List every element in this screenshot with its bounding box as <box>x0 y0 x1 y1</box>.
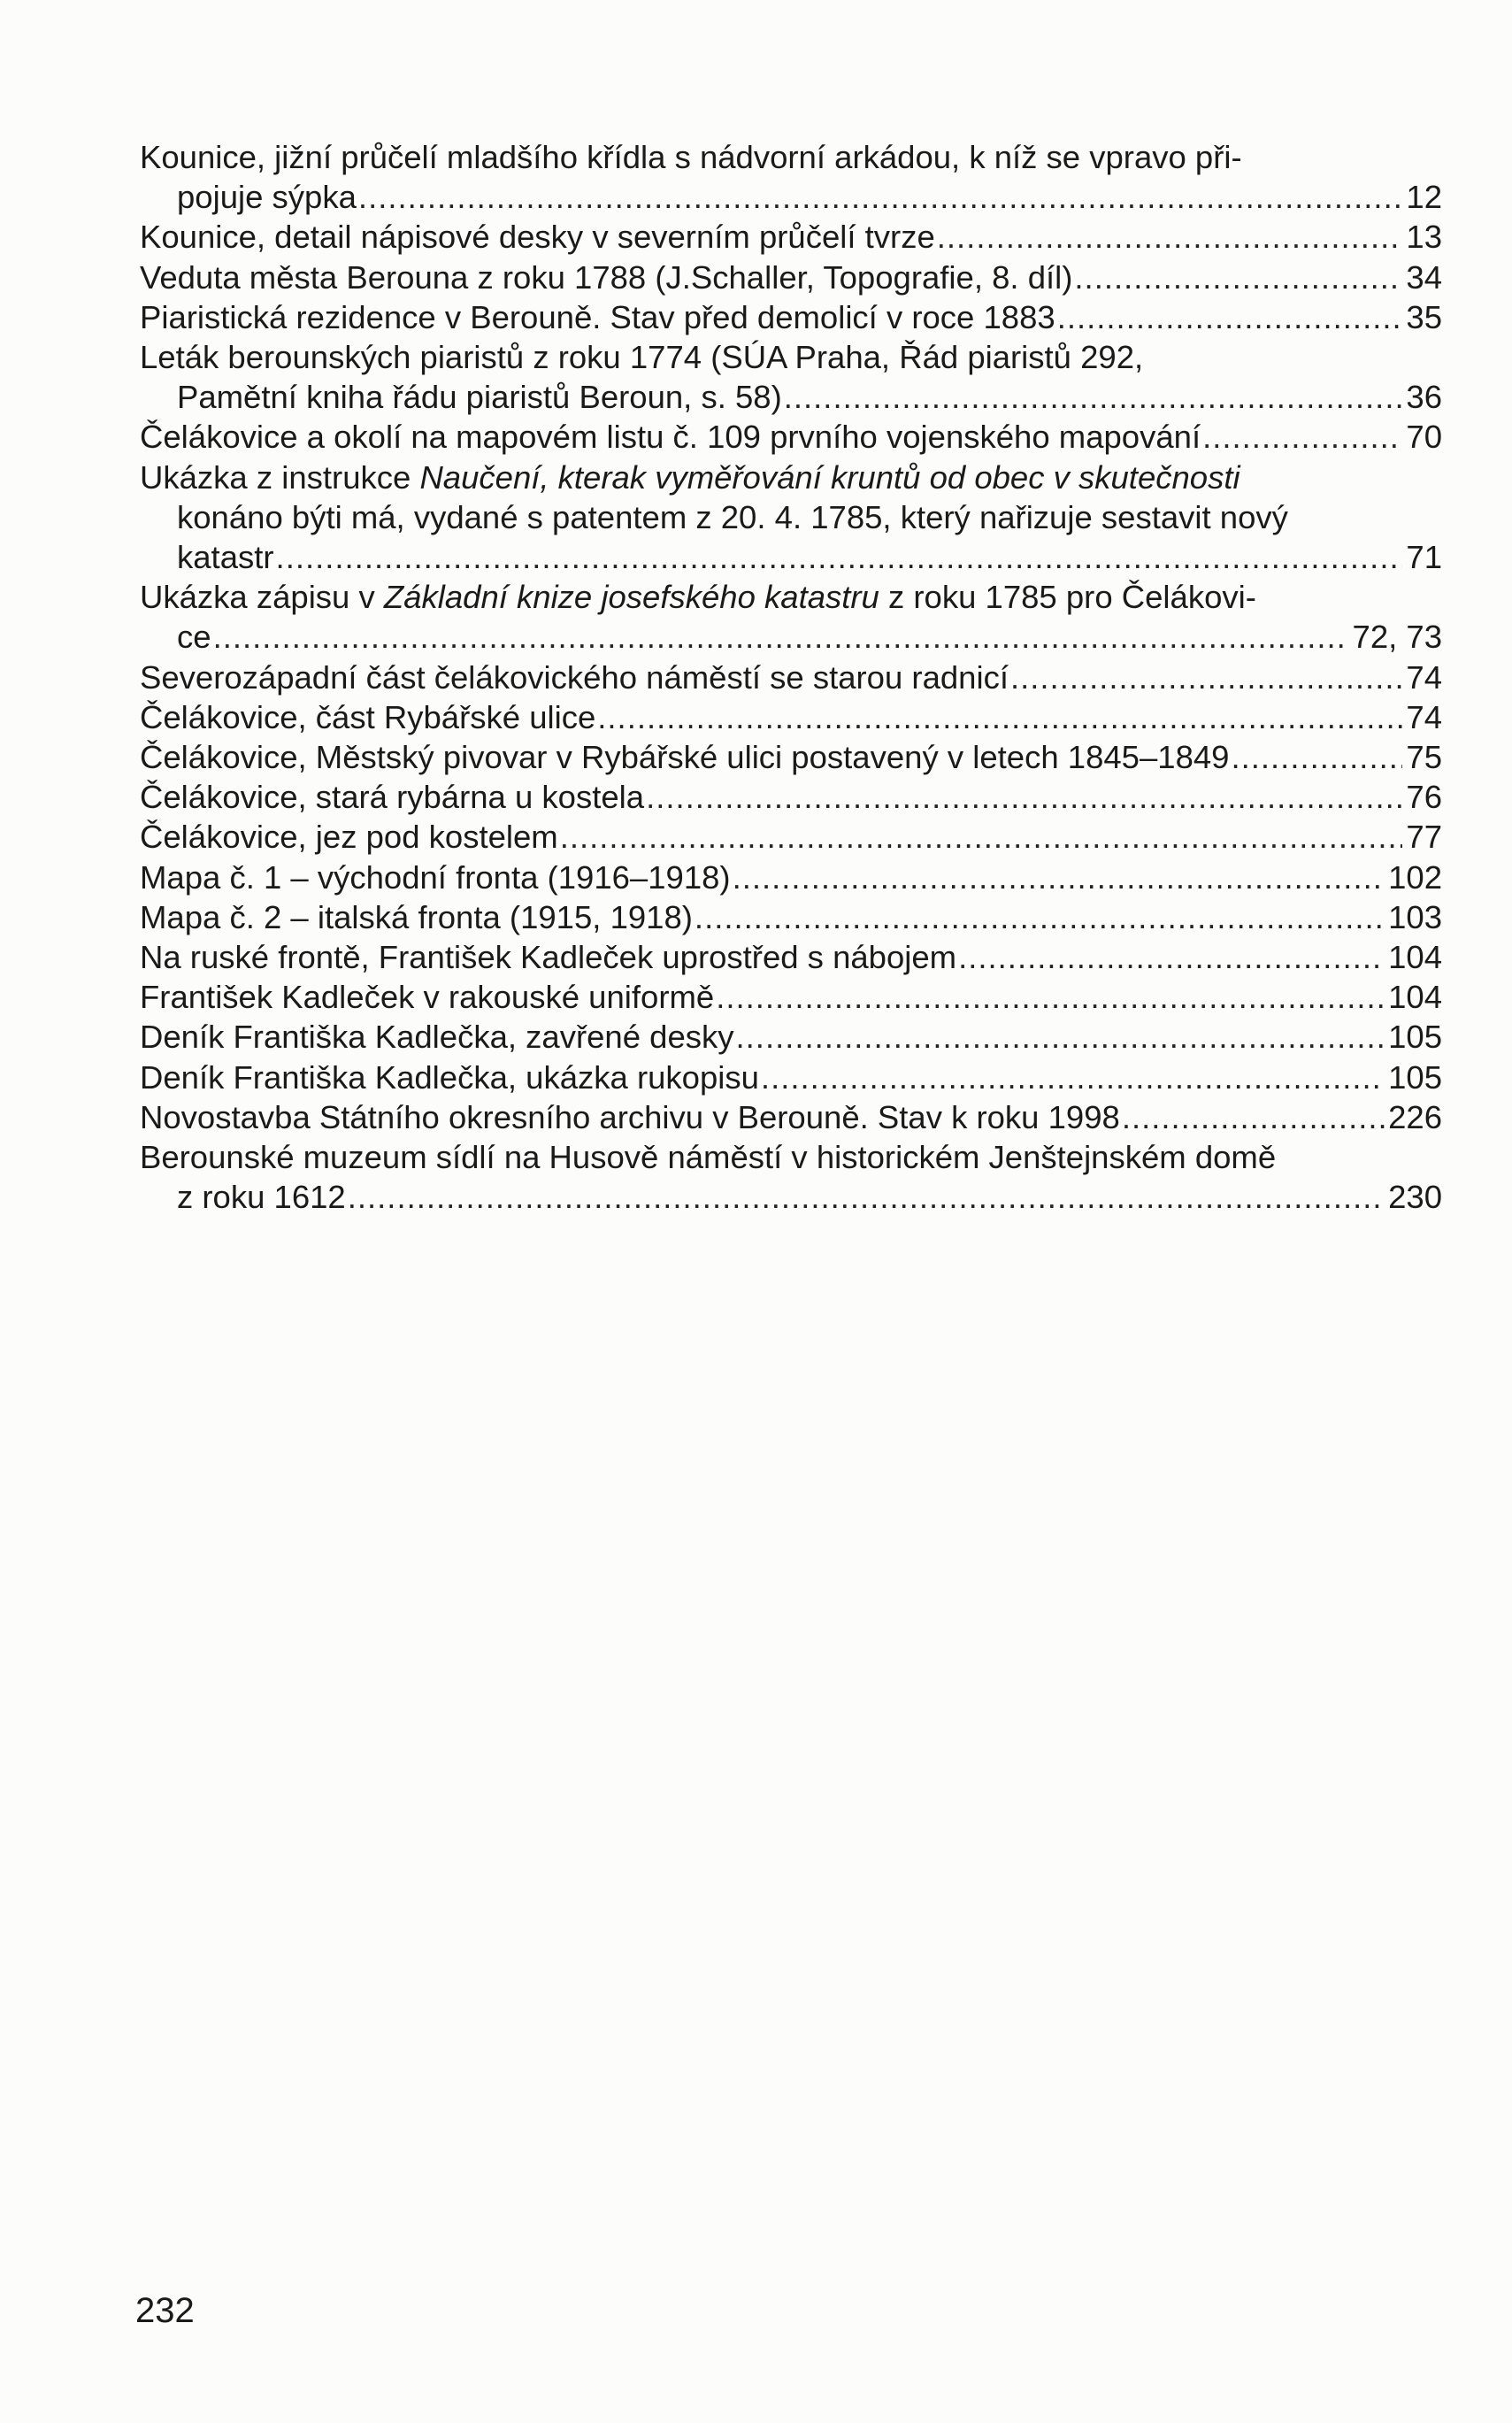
dot-leader <box>1122 1097 1385 1137</box>
entry-text: Pamětní kniha řádu piaristů Beroun, s. 58) <box>177 379 782 416</box>
entry-text: konáno býti má, vydané s patentem z 20. 4. 1785, který nařizuje sestavit nový <box>177 498 1288 535</box>
entry-text: Berounské muzeum sídlí na Husově náměstí v historickém Jenštejnském domě <box>140 1139 1277 1176</box>
list-entry <box>140 817 1442 857</box>
list-entry <box>140 737 1442 777</box>
page-number: 105 <box>1388 1058 1442 1096</box>
dot-leader <box>733 858 1385 897</box>
list-entry <box>140 897 1442 937</box>
page-number: 71 <box>1406 539 1442 576</box>
page-number: 34 <box>1406 258 1442 296</box>
page-number: 36 <box>1406 379 1442 416</box>
dot-leader <box>1074 258 1402 297</box>
list-entry <box>140 1097 1442 1137</box>
list-entry <box>140 1137 1442 1217</box>
entry-text: Piaristická rezidence v Berouně. Stav před demolicí v roce 1883 <box>140 298 1055 335</box>
list-entry <box>140 937 1442 977</box>
illustration-list <box>140 137 1442 1217</box>
list-entry <box>140 297 1442 337</box>
list-entry <box>140 217 1442 257</box>
entry-text: Čelákovice a okolí na mapovém listu č. 109 prvního vojenského mapování <box>140 419 1201 456</box>
dot-leader <box>695 897 1385 937</box>
entry-text: Mapa č. 1 – východní fronta (1916–1918) <box>140 858 731 896</box>
list-entry <box>140 417 1442 457</box>
entry-text: Severozápadní část čelákovického náměstí se starou radnicí <box>140 658 1009 696</box>
dot-leader <box>1231 737 1402 777</box>
list-entry <box>140 1058 1442 1097</box>
dot-leader <box>1202 417 1402 457</box>
list-entry <box>140 977 1442 1017</box>
entry-text: z roku 1612 <box>177 1179 346 1216</box>
list-entry <box>140 777 1442 817</box>
entry-text: Veduta města Berouna z roku 1788 (J.Schaller, Topografie, 8. díl) <box>140 258 1073 296</box>
dot-leader <box>958 937 1385 977</box>
dot-leader <box>560 817 1403 857</box>
page-number: 12 <box>1406 179 1442 216</box>
entry-text: Čelákovice, stará rybárna u kostela <box>140 779 645 816</box>
page-number: 72, 73 <box>1352 619 1442 656</box>
page-number: 104 <box>1388 979 1442 1016</box>
dot-leader <box>358 177 1402 217</box>
dot-leader <box>784 377 1403 417</box>
entry-text: pojuje sýpka <box>177 179 357 216</box>
page-folio: 232 <box>135 2291 195 2330</box>
list-entry <box>140 697 1442 737</box>
dot-leader <box>276 537 1403 577</box>
page-number: 70 <box>1406 419 1442 456</box>
dot-leader <box>736 1017 1385 1057</box>
entry-italic-title: Naučení, kterak vyměřování kruntů od obec v skutečnosti <box>419 458 1240 496</box>
list-entry <box>140 658 1442 697</box>
list-entry <box>140 258 1442 297</box>
entry-text: Mapa č. 2 – italská fronta (1915, 1918) <box>140 898 693 935</box>
entry-text: Kounice, jižní průčelí mladšího křídla s nádvorní arkádou, k níž se vpravo při- <box>140 139 1242 175</box>
entry-text: Novostavba Státního okresního archivu v Berouně. Stav k roku 1998 <box>140 1098 1120 1135</box>
page-number: 35 <box>1406 298 1442 335</box>
list-entry <box>140 458 1442 578</box>
entry-text: Kounice, detail nápisové desky v severním průčelí tvrze <box>140 219 935 256</box>
page-number: 102 <box>1388 858 1442 896</box>
entry-text: Leták berounských piaristů z roku 1774 (SÚA Praha, Řád piaristů 292, <box>140 339 1144 376</box>
page-number: 103 <box>1388 898 1442 935</box>
dot-leader <box>646 777 1402 817</box>
dot-leader <box>1057 297 1403 337</box>
entry-text: František Kadleček v rakouské uniformě <box>140 979 715 1016</box>
entry-text: Deník Františka Kadlečka, zavřené desky <box>140 1019 734 1056</box>
entry-text: Deník Františka Kadlečka, ukázka rukopisu <box>140 1058 759 1096</box>
list-entry <box>140 337 1442 417</box>
page-number: 105 <box>1388 1019 1442 1056</box>
entry-text: Čelákovice, část Rybářské ulice <box>140 698 596 735</box>
dot-leader <box>348 1177 1385 1217</box>
dot-leader <box>761 1058 1385 1097</box>
page-number: 226 <box>1388 1098 1442 1135</box>
entry-text: Čelákovice, jez pod kostelem <box>140 819 558 856</box>
entry-italic-title: Základní knize josefského katastru <box>383 579 879 616</box>
dot-leader <box>213 617 1349 657</box>
entry-text: Ukázka z instrukce <box>140 458 420 496</box>
list-entry <box>140 577 1442 657</box>
page-number: 13 <box>1406 219 1442 256</box>
dot-leader <box>716 977 1385 1017</box>
entry-text: Čelákovice, Městský pivovar v Rybářské ulici postavený v letech 1845–1849 <box>140 739 1230 776</box>
page-number: 77 <box>1406 819 1442 856</box>
dot-leader <box>597 697 1402 737</box>
page-number: 230 <box>1388 1179 1442 1216</box>
page-number: 75 <box>1406 739 1442 776</box>
page-number: 74 <box>1406 698 1442 735</box>
dot-leader <box>1010 658 1402 697</box>
page-number: 104 <box>1388 939 1442 976</box>
list-entry <box>140 137 1442 217</box>
page-number: 76 <box>1406 779 1442 816</box>
dot-leader <box>937 217 1403 257</box>
page-number: 74 <box>1406 658 1442 696</box>
entry-text: ce <box>177 619 211 656</box>
list-entry <box>140 1017 1442 1057</box>
entry-text: Ukázka zápisu v <box>140 579 384 616</box>
list-entry <box>140 858 1442 897</box>
entry-text: Na ruské frontě, František Kadleček uprostřed s nábojem <box>140 939 957 976</box>
entry-text: katastr <box>177 539 274 576</box>
entry-text: z roku 1785 pro Čelákovi- <box>879 579 1256 616</box>
